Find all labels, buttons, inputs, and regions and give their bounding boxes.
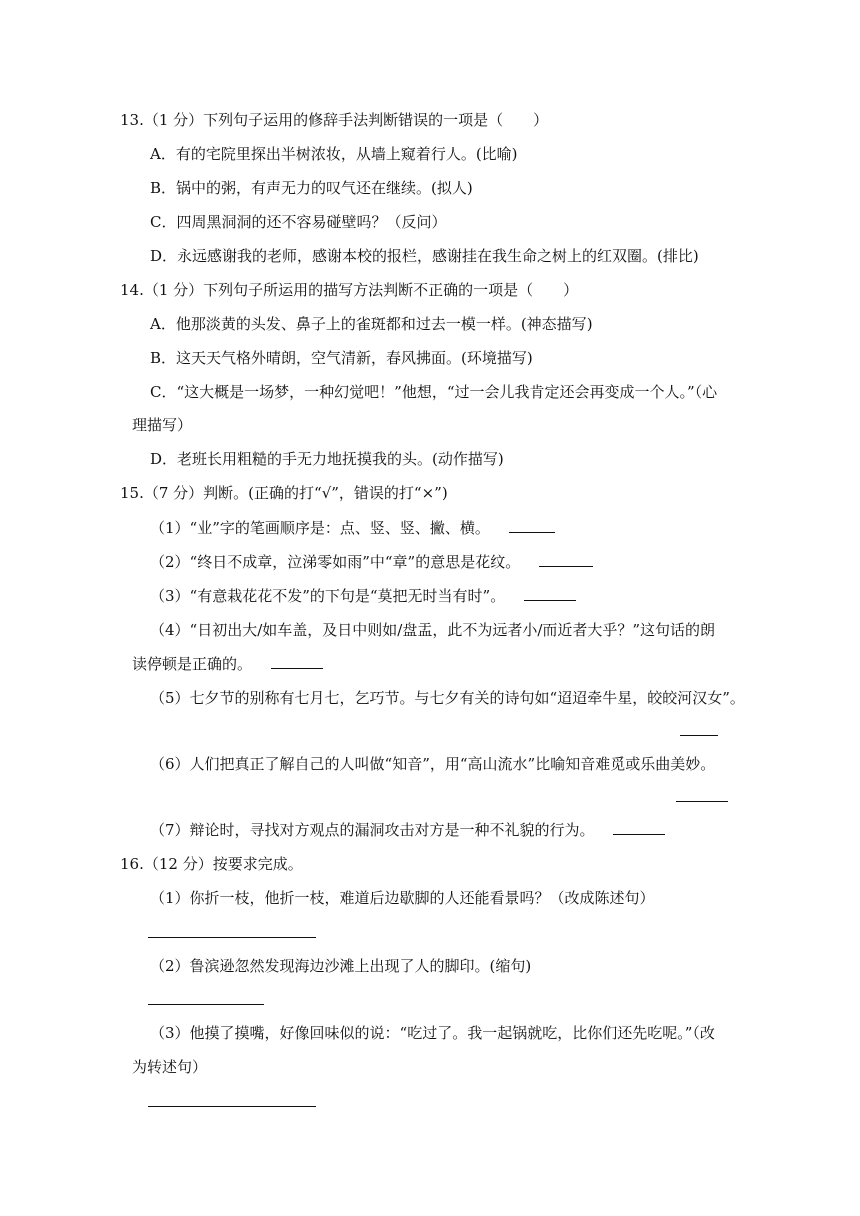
question-16-item-3: （3）他摸了摸嘴，好像回味似的说：“吃过了。我一起锅就吃，比你们还先吃呢。”（改 xyxy=(150,1024,715,1042)
answer-blank[interactable] xyxy=(509,518,555,533)
question-15-item-1 xyxy=(150,517,555,539)
item-text: （1）“业”字的笔画顺序是：点、竖、竖、撇、横。 xyxy=(150,519,490,537)
answer-blank[interactable] xyxy=(613,820,665,835)
item-text: （2）“终日不成章，泣涕零如雨”中“章”的意思是花纹。 xyxy=(150,553,521,571)
question-13-option-d: D．永远感谢我的老师，感谢本校的报栏，感谢挂在我生命之树上的红双圈。(排比) xyxy=(150,247,699,265)
item-text: （7）辩论时，寻找对方观点的漏洞攻击对方是一种不礼貌的行为。 xyxy=(150,821,595,839)
question-13-stem: 13.（1 分）下列句子运用的修辞手法判断错误的一项是（ ） xyxy=(120,111,549,129)
question-15-item-7 xyxy=(150,819,665,841)
answer-line[interactable] xyxy=(148,937,316,938)
question-15-item-4: （4）“日初出大/如车盖，及日中则如/盘盂，此不为远者小/而近者大乎？”这句话的朗 xyxy=(150,621,716,639)
question-15-stem: 15.（7 分）判断。(正确的打“√”，错误的打“×”) xyxy=(120,484,448,502)
answer-blank[interactable] xyxy=(271,654,323,669)
question-13-option-a: A．有的宅院里探出半树浓妆，从墙上窥着行人。(比喻) xyxy=(150,145,518,163)
item-text: （3）“有意栽花花不发”的下句是“莫把无时当有时”。 xyxy=(150,587,506,605)
question-14-option-b: B．这天天气格外晴朗，空气清新，春风拂面。(环境描写) xyxy=(150,349,533,367)
answer-line[interactable] xyxy=(148,1106,316,1107)
answer-blank[interactable] xyxy=(524,586,576,601)
answer-blank[interactable] xyxy=(539,552,593,567)
question-15-item-5: （5）七夕节的别称有七月七，乞巧节。与七夕有关的诗句如“迢迢牵牛星，皎皎河汉女”。 xyxy=(150,689,745,707)
question-15-item-2 xyxy=(150,551,593,573)
item-text: 读停顿是正确的。 xyxy=(132,655,253,673)
question-14-option-c-continued: 理描写） xyxy=(132,416,193,434)
question-16-item-1: （1）你折一枝，他折一枝，难道后边歇脚的人还能看景吗？（改成陈述句） xyxy=(150,889,655,907)
question-14-option-d: D．老班长用粗糙的手无力地抚摸我的头。(动作描写) xyxy=(150,450,504,468)
question-13-option-b: B．锅中的粥，有声无力的叹气还在继续。(拟人) xyxy=(150,179,473,197)
question-15-item-6: （6）人们把真正了解自己的人叫做“知音”，用“高山流水”比喻知音难觅或乐曲美妙。 xyxy=(150,755,716,773)
question-14-stem: 14.（1 分）下列句子所运用的描写方法判断不正确的一项是（ ） xyxy=(120,281,579,299)
question-16-stem: 16.（12 分）按要求完成。 xyxy=(120,855,303,873)
question-16-item-3-continued: 为转述句） xyxy=(132,1058,208,1076)
answer-blank[interactable] xyxy=(680,735,718,736)
question-16-item-2: （2）鲁滨逊忽然发现海边沙滩上出现了人的脚印。(缩句) xyxy=(150,957,532,975)
answer-line[interactable] xyxy=(148,1004,264,1005)
question-14-option-c: C．“这大概是一场梦，一种幻觉吧！”他想，“过一会儿我肯定还会再变成一个人。”（心 xyxy=(150,383,718,401)
question-15-item-4-continued xyxy=(132,653,323,675)
question-15-item-3 xyxy=(150,585,576,607)
question-13-option-c: C．四周黑洞洞的还不容易碰壁吗？（反问） xyxy=(150,213,447,231)
question-14-option-a: A．他那淡黄的头发、鼻子上的雀斑都和过去一模一样。(神态描写) xyxy=(150,315,593,333)
answer-blank[interactable] xyxy=(676,801,728,802)
